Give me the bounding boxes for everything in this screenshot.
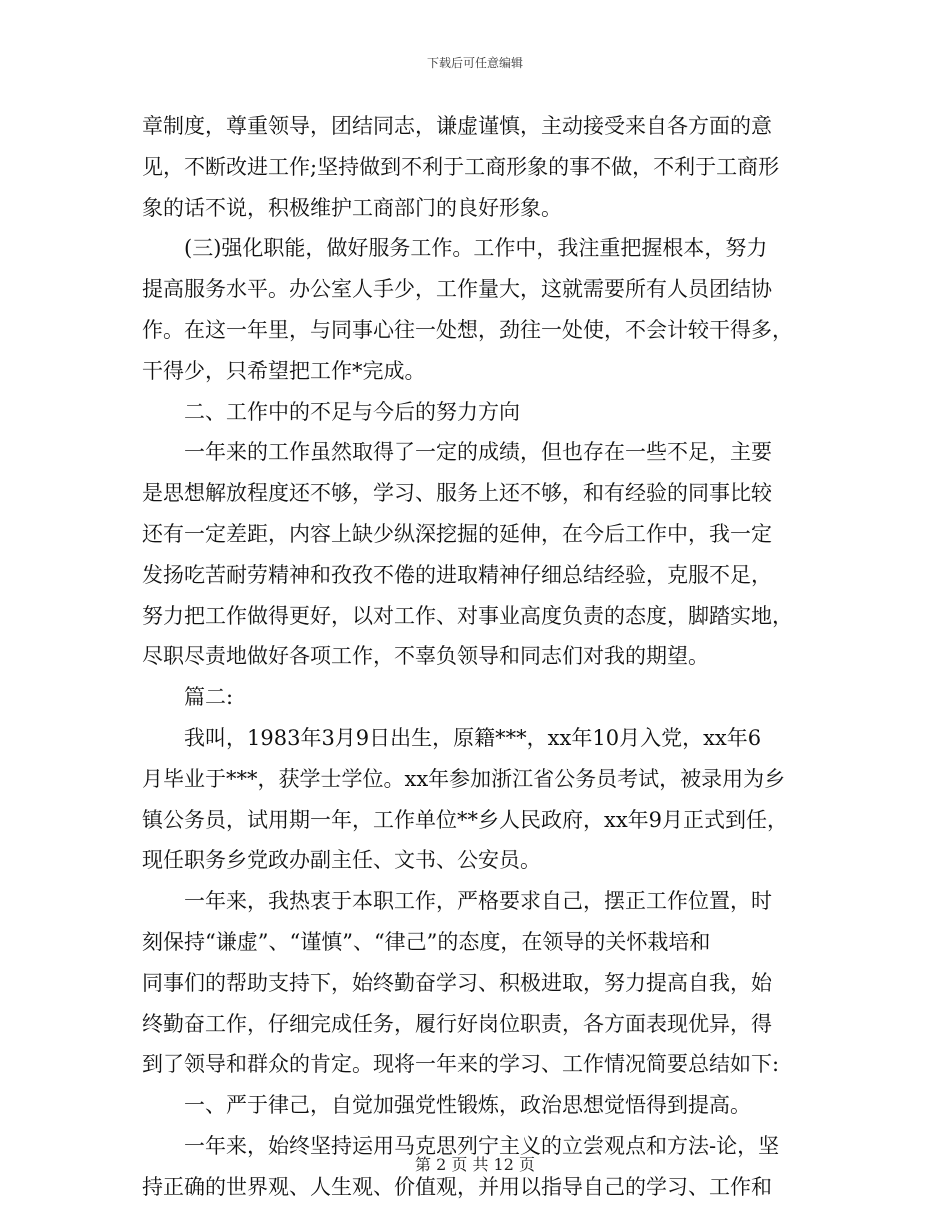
text-line: (三)强化职能，做好服务工作。工作中，我注重把握根本，努力 <box>184 236 768 261</box>
text-line: 见，不断改进工作;坚持做到不利于工商形象的事不做，不利于工商形 <box>142 154 780 179</box>
text-line: 发扬吃苦耐劳精神和孜孜不倦的进取精神仔细总结经验，克服不足， <box>142 562 772 587</box>
text-line: 象的话不说，积极维护工商部门的良好形象。 <box>142 195 562 220</box>
text-line: 持正确的世界观、人生观、价值观，并用以指导自己的学习、工作和 <box>142 1174 772 1199</box>
text-line: 是思想解放程度还不够，学习、服务上还不够，和有经验的同事比较 <box>142 481 772 506</box>
text-line: 同事们的帮助支持下，始终勤奋学习、积极进取，努力提高自我，始 <box>142 970 772 995</box>
text-line: 一年来，我热衷于本职工作，严格要求自己，摆正工作位置，时 <box>184 889 772 914</box>
text-line: 干得少，只希望把工作*完成。 <box>142 358 426 383</box>
text-line: 一年来的工作虽然取得了一定的成绩，但也存在一些不足，主要 <box>184 440 772 465</box>
section-heading: 二、工作中的不足与今后的努力方向 <box>184 399 520 424</box>
document-body <box>142 106 822 1208</box>
page-header: 下载后可任意编辑 <box>426 56 523 70</box>
text-line: 我叫，1983年3月9日出生，原籍***，xx年10月入党，xx年6 <box>184 725 762 750</box>
text-line: 月毕业于***，获学士学位。xx年参加浙江省公务员考试，被录用为乡 <box>142 766 786 791</box>
text-line: 还有一定差距，内容上缺少纵深挖掘的延伸，在今后工作中，我一定 <box>142 521 772 546</box>
text-line: 章制度，尊重领导，团结同志，谦虚谨慎，主动接受来自各方面的意 <box>142 114 772 138</box>
text-line: 终勤奋工作，仔细完成任务，履行好岗位职责，各方面表现优异，得 <box>142 1011 772 1036</box>
section-heading: 篇二: <box>184 685 234 710</box>
text-line: 尽职尽责地做好各项工作，不辜负领导和同志们对我的期望。 <box>142 644 709 669</box>
text-line: 一年来，始终坚持运用马克思列宁主义的立尝观点和方法-论，坚 <box>184 1133 780 1158</box>
text-line: 到了领导和群众的肯定。现将一年来的学习、工作情况简要总结如下: <box>142 1052 780 1077</box>
text-line: 提高服务水平。办公室人手少，工作量大，这就需要所有人员团结协 <box>142 277 772 302</box>
text-line: 努力把工作做得更好，以对工作、对事业高度负责的态度，脚踏实地， <box>142 603 793 628</box>
text-line: 刻保持“谦虚”、“谨慎”、“律己”的态度，在领导的关怀栽培和 <box>142 929 711 954</box>
text-line: 作。在这一年里，与同事心往一处想，劲往一处使，不会计较干得多， <box>142 317 793 342</box>
text-line: 现任职务乡党政办副主任、文书、公安员。 <box>142 848 541 873</box>
section-heading: 一、严于律己，自觉加强党性锻炼，政治思想觉悟得到提高。 <box>184 1093 751 1118</box>
page-footer: 第 2 页 共 12 页 <box>415 1155 535 1174</box>
text-line: 镇公务员，试用期一年，工作单位**乡人民政府，xx年9月正式到任， <box>142 807 789 832</box>
